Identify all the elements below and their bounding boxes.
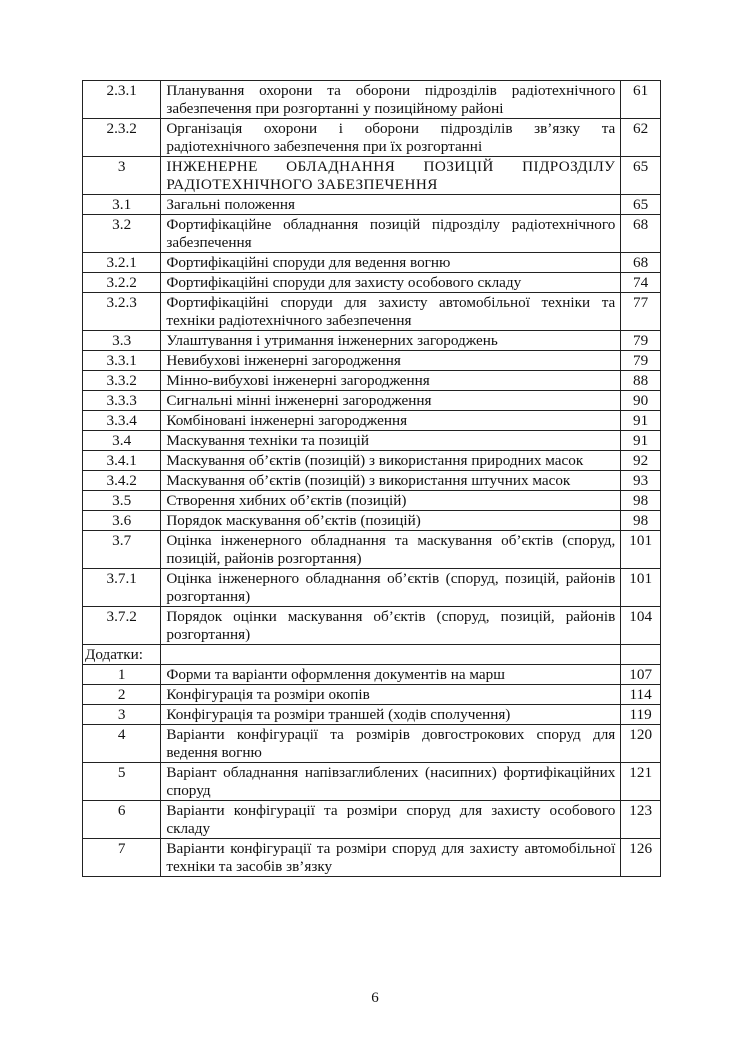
page-number: 6: [371, 990, 379, 1006]
toc-row: [83, 839, 661, 877]
toc-number: Додатки:: [83, 645, 161, 665]
toc-title: Варіанти конфігурації та розміри споруд для захисту особового складу: [161, 801, 621, 839]
toc-row: [83, 157, 661, 195]
toc-row: [83, 273, 661, 293]
toc-title: Фортифікаційні споруди для ведення вогню: [161, 253, 621, 273]
toc-row: [83, 685, 661, 705]
toc-row: [83, 431, 661, 451]
toc-title: Мінно-вибухові інженерні загородження: [161, 371, 621, 391]
toc-number: 3.3: [83, 331, 161, 351]
toc-number: 3.2.3: [83, 293, 161, 331]
toc-row: [83, 763, 661, 801]
toc-number: 2.3.2: [83, 119, 161, 157]
toc-title: Варіант обладнання напівзаглиблених (насипних) фортифікаційних споруд: [161, 763, 621, 801]
toc-title: Фортифікаційні споруди для захисту автомобільної техніки та техніки радіотехнічного забезпечення: [161, 293, 621, 331]
toc-number: 3.4: [83, 431, 161, 451]
toc-page: 88: [621, 371, 661, 391]
toc-title: ІНЖЕНЕРНЕ ОБЛАДНАННЯ ПОЗИЦІЙ ПІДРОЗДІЛУ РАДІОТЕХНІЧНОГО ЗАБЕЗПЕЧЕННЯ: [161, 157, 621, 195]
toc-row: [83, 391, 661, 411]
toc-page: 98: [621, 491, 661, 511]
toc-number: 3.3.4: [83, 411, 161, 431]
toc-title: Маскування об’єктів (позицій) з використання природних масок: [161, 451, 621, 471]
toc-page: 123: [621, 801, 661, 839]
toc-page: 62: [621, 119, 661, 157]
toc-title: Сигнальні мінні інженерні загородження: [161, 391, 621, 411]
toc-title: Варіанти конфігурації та розмірів довгострокових споруд для ведення вогню: [161, 725, 621, 763]
toc-page: 77: [621, 293, 661, 331]
toc-page: 119: [621, 705, 661, 725]
toc-row: [83, 569, 661, 607]
toc-number: 3.7.1: [83, 569, 161, 607]
toc-row: [83, 511, 661, 531]
toc-page: [621, 645, 661, 665]
toc-number: 3.3.3: [83, 391, 161, 411]
toc-page: 79: [621, 331, 661, 351]
toc-page: 98: [621, 511, 661, 531]
toc-row: [83, 607, 661, 645]
toc-number: 3.6: [83, 511, 161, 531]
toc-page: 101: [621, 569, 661, 607]
toc-row: [83, 351, 661, 371]
toc-title: Конфігурація та розміри траншей (ходів сполучення): [161, 705, 621, 725]
toc-row: [83, 705, 661, 725]
toc-number: 3.4.2: [83, 471, 161, 491]
toc-number: 3: [83, 705, 161, 725]
toc-page: 91: [621, 431, 661, 451]
toc-title: Фортифікаційні споруди для захисту особового складу: [161, 273, 621, 293]
toc-number: 3.1: [83, 195, 161, 215]
toc-page: 65: [621, 157, 661, 195]
toc-title: Маскування техніки та позицій: [161, 431, 621, 451]
toc-title: Невибухові інженерні загородження: [161, 351, 621, 371]
toc-title: Оцінка інженерного обладнання та маскування об’єктів (споруд, позицій, районів розгортання): [161, 531, 621, 569]
toc-row: [83, 725, 661, 763]
toc-title: Маскування об’єктів (позицій) з використання штучних масок: [161, 471, 621, 491]
toc-number: 3.3.1: [83, 351, 161, 371]
toc-page: 120: [621, 725, 661, 763]
toc-number: 3.2.1: [83, 253, 161, 273]
toc-number: 1: [83, 665, 161, 685]
toc-page: 68: [621, 215, 661, 253]
toc-page: 68: [621, 253, 661, 273]
toc-page: 101: [621, 531, 661, 569]
toc-page: 104: [621, 607, 661, 645]
toc-page: 91: [621, 411, 661, 431]
toc-page: 65: [621, 195, 661, 215]
toc-title: Варіанти конфігурації та розміри споруд для захисту автомобільної техніки та засобів зв’язку: [161, 839, 621, 877]
toc-row: [83, 81, 661, 119]
toc-row: [83, 215, 661, 253]
table-of-contents: [82, 80, 661, 877]
toc-row: [83, 471, 661, 491]
toc-page: 90: [621, 391, 661, 411]
toc-number: 3.2: [83, 215, 161, 253]
toc-row: [83, 491, 661, 511]
toc-title: Фортифікаційне обладнання позицій підрозділу радіотехнічного забезпечення: [161, 215, 621, 253]
toc-title: Загальні положення: [161, 195, 621, 215]
toc-page: 114: [621, 685, 661, 705]
toc-row: [83, 411, 661, 431]
toc-title: Оцінка інженерного обладнання об’єктів (споруд, позицій, районів розгортання): [161, 569, 621, 607]
toc-page: 107: [621, 665, 661, 685]
toc-number: 2: [83, 685, 161, 705]
toc-row: [83, 331, 661, 351]
toc-page: 74: [621, 273, 661, 293]
toc-number: 3.2.2: [83, 273, 161, 293]
toc-title: Форми та варіанти оформлення документів на марш: [161, 665, 621, 685]
toc-page: 79: [621, 351, 661, 371]
toc-title: Організація охорони і оборони підрозділів зв’язку та радіотехнічного забезпечення при їх розгортанні: [161, 119, 621, 157]
toc-body: [83, 81, 661, 877]
toc-row: [83, 195, 661, 215]
toc-row: [83, 531, 661, 569]
toc-page: 126: [621, 839, 661, 877]
toc-row: [83, 293, 661, 331]
toc-title: Комбіновані інженерні загородження: [161, 411, 621, 431]
toc-row: [83, 371, 661, 391]
toc-number: 3.7: [83, 531, 161, 569]
toc-row: [83, 665, 661, 685]
toc-row: [83, 645, 661, 665]
toc-row: [83, 451, 661, 471]
toc-number: 3: [83, 157, 161, 195]
toc-number: 3.5: [83, 491, 161, 511]
toc-page: 93: [621, 471, 661, 491]
toc-number: 3.4.1: [83, 451, 161, 471]
toc-title: Створення хибних об’єктів (позицій): [161, 491, 621, 511]
toc-page: 92: [621, 451, 661, 471]
toc-title: Улаштування і утримання інженерних загороджень: [161, 331, 621, 351]
toc-number: 3.7.2: [83, 607, 161, 645]
toc-title: Порядок оцінки маскування об’єктів (споруд, позицій, районів розгортання): [161, 607, 621, 645]
toc-number: 4: [83, 725, 161, 763]
toc-title: Конфігурація та розміри окопів: [161, 685, 621, 705]
toc-row: [83, 253, 661, 273]
toc-number: 5: [83, 763, 161, 801]
toc-row: [83, 801, 661, 839]
toc-number: 6: [83, 801, 161, 839]
toc-title: Порядок маскування об’єктів (позицій): [161, 511, 621, 531]
toc-title: Планування охорони та оборони підрозділів радіотехнічного забезпечення при розгортанні у позиційному районі: [161, 81, 621, 119]
toc-title: [161, 645, 621, 665]
toc-number: 7: [83, 839, 161, 877]
toc-number: 2.3.1: [83, 81, 161, 119]
toc-number: 3.3.2: [83, 371, 161, 391]
toc-row: [83, 119, 661, 157]
toc-page: 61: [621, 81, 661, 119]
toc-page: 121: [621, 763, 661, 801]
